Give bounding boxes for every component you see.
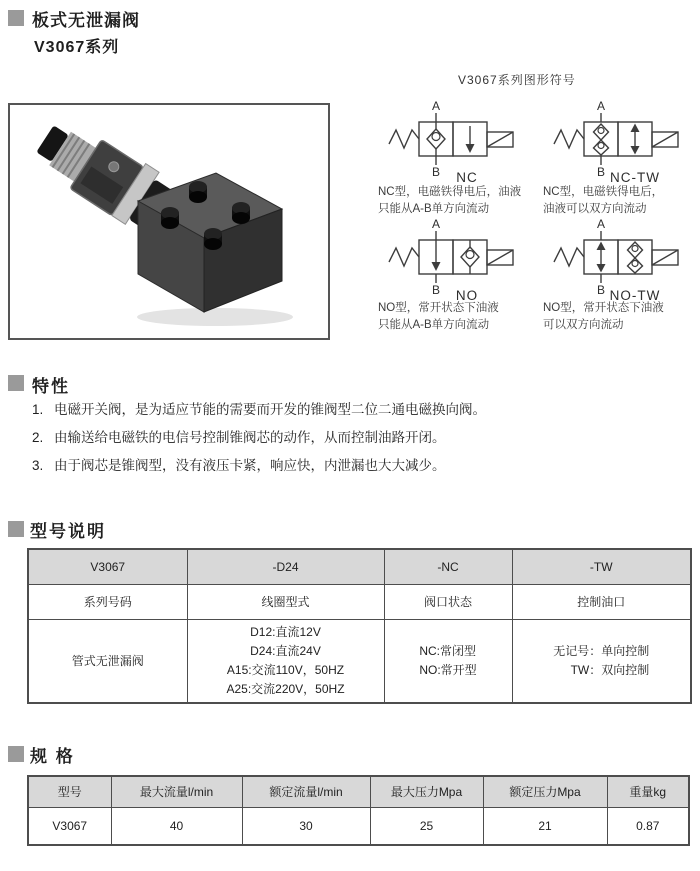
port-b-label: B xyxy=(596,283,606,297)
symbol-label: NO-TW xyxy=(609,288,661,302)
flow-arrow-down xyxy=(432,262,441,271)
symbols-caption: V3067系列图形符号 xyxy=(458,73,576,87)
symbol-desc-no: NO型，常开状态下油液 只能从A-B单方向流动 xyxy=(378,302,499,331)
feature-item: 3. 由于阀芯是锥阀型，没有液压卡紧，响应快，内泄漏也大大减少。 xyxy=(32,458,446,473)
port-b-label: B xyxy=(431,165,441,179)
spring-glyph xyxy=(389,248,419,266)
flow-arrow-up xyxy=(631,124,640,133)
spring-glyph xyxy=(554,130,584,148)
symbol-desc-no-tw: NO型，常开状态下油液 可以双方向流动 xyxy=(543,302,664,331)
port-a-label: A xyxy=(431,218,441,231)
symbol-label: NC xyxy=(456,170,478,184)
flow-arrow-down xyxy=(631,146,640,155)
port-a-label: A xyxy=(596,218,606,231)
feature-item: 1. 电磁开关阀，是为适应节能的需要而开发的锥阀型二位二通电磁换向阀。 xyxy=(32,402,486,417)
features-list xyxy=(32,401,682,485)
symbol-label: NC-TW xyxy=(610,170,660,184)
symbol-desc-nc-tw: NC型，电磁铁得电后， 油液可以双方向流动 xyxy=(543,186,664,215)
model-code-table xyxy=(27,548,692,704)
feature-item: 2. 由输送给电磁铁的电信号控制锥阀芯的动作，从而控制油路开闭。 xyxy=(32,430,446,445)
page-title: 板式无泄漏阀 xyxy=(32,11,140,30)
spring-glyph xyxy=(389,130,419,148)
section-bullet xyxy=(8,10,24,26)
model-code-heading: 型号说明 xyxy=(30,522,106,541)
port-a-label: A xyxy=(596,100,606,113)
table-row: 系列号码 线圈型式 阀口状态 控制油口 xyxy=(28,584,691,619)
section-bullet xyxy=(8,521,24,537)
table-row: 管式无泄漏阀 D12:直流12V D24:直流24V A15:交流110V，50HZ A25:交流220V，50HZ NC:常闭型 NO:常开型 无记号：单向控制 TW：双向控制 xyxy=(28,619,691,703)
section-bullet xyxy=(8,375,24,391)
port-a-label: A xyxy=(431,100,441,113)
symbol-label: NO xyxy=(455,288,479,302)
check-valve-glyph xyxy=(628,242,643,258)
flow-arrow-up xyxy=(597,242,606,251)
port-b-label: B xyxy=(431,283,441,297)
table-row: V3067 -D24 -NC -TW xyxy=(28,549,691,584)
photo-shadow xyxy=(137,308,293,326)
section-bullet xyxy=(8,746,24,762)
spring-glyph xyxy=(554,248,584,266)
symbol-desc-nc: NC型，电磁铁得电后，油液 只能从A-B单方向流动 xyxy=(378,186,522,215)
valve-symbol-nc-tw xyxy=(540,100,690,184)
port-b-label: B xyxy=(596,165,606,179)
product-photo-frame xyxy=(8,103,330,340)
table-row: V3067 40 30 25 21 0.87 xyxy=(28,807,689,845)
valve-symbol-no-tw xyxy=(540,218,690,302)
flow-arrow-down xyxy=(597,264,606,273)
page-subtitle: V3067系列 xyxy=(34,39,120,56)
check-valve-glyph xyxy=(594,124,609,140)
valve-symbol-no xyxy=(375,218,525,302)
specs-table xyxy=(27,775,690,846)
table-row: 型号 最大流量l/min 额定流量l/min 最大压力Mpa 额定压力Mpa 重量kg xyxy=(28,776,689,807)
valve-symbol-nc xyxy=(375,100,525,184)
flow-arrow-down xyxy=(466,144,475,153)
product-photo xyxy=(10,105,328,334)
specs-heading: 规 格 xyxy=(30,747,75,766)
features-heading: 特性 xyxy=(32,377,70,396)
